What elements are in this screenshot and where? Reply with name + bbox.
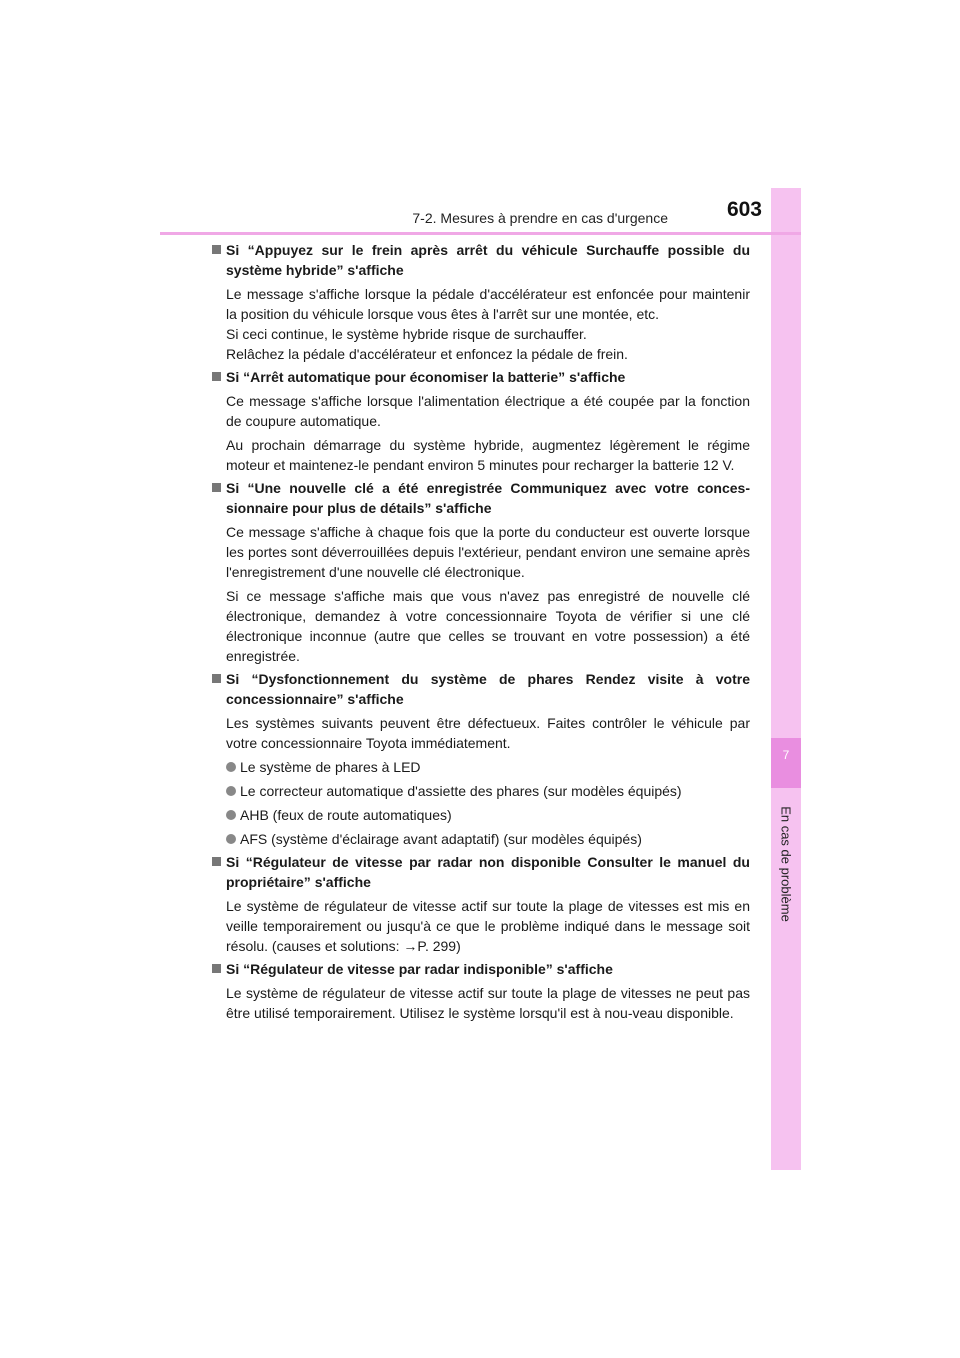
section-body: Au prochain démarrage du système hybride, augmentez légèrement le régime moteur et maintenez-le pendant environ 5 minutes pour recharger la batterie 12 V.	[226, 437, 750, 473]
section-body: Ce message s'affiche à chaque fois que la porte du conducteur est ouverte lorsque les portes sont déverrouillées depuis l'extérieur, pendant environ une semaine après l'enregistrement d'une nouvelle clé électronique.	[226, 524, 750, 580]
section-heading: Si “Arrêt automatique pour économiser la batterie” s'affiche	[212, 367, 750, 387]
round-bullet-icon	[226, 762, 236, 772]
square-bullet-icon	[212, 964, 221, 973]
chapter-number: 7	[782, 748, 790, 762]
list-item: Le système de phares à LED	[212, 757, 750, 777]
page-number: 603	[726, 198, 762, 221]
page-content	[212, 240, 750, 1026]
section-body: Ce message s'affiche lorsque l'alimentation électrique a été coupée par la fonction de coupure automatique.	[226, 393, 750, 429]
section-heading: Si “Une nouvelle clé a été enregistrée Communiquez avec votre conces-sionnaire pour plus de détails” s'affiche	[212, 478, 750, 518]
round-bullet-icon	[226, 834, 236, 844]
section-body: Les systèmes suivants peuvent être défectueux. Faites contrôler le véhicule par votre concessionnaire Toyota immédiatement.	[226, 715, 750, 751]
section-heading: Si “Régulateur de vitesse par radar indisponible” s'affiche	[212, 959, 750, 979]
header-rule	[160, 232, 801, 235]
section-radar-cruise-unavailable	[212, 852, 750, 956]
section-radar-cruise-indisponible	[212, 959, 750, 1023]
section-brake-overheat	[212, 240, 750, 364]
section-auto-stop-battery	[212, 367, 750, 475]
section-heading: Si “Dysfonctionnement du système de phares Rendez visite à votre concessionnaire” s'affiche	[212, 669, 750, 709]
section-body: Le système de régulateur de vitesse actif sur toute la plage de vitesses est mis en veille temporairement ou jusqu'à ce que le problème indiqué dans le message soit résolu. (causes et solutions: →P. 299)	[226, 898, 750, 954]
list-item: Le correcteur automatique d'assiette des phares (sur modèles équipés)	[212, 781, 750, 801]
square-bullet-icon	[212, 857, 221, 866]
chapter-title: En cas de problème	[778, 806, 794, 922]
section-headlight-malfunction	[212, 669, 750, 849]
chapter-side-tab	[771, 188, 801, 1170]
square-bullet-icon	[212, 483, 221, 492]
list-item: AFS (système d'éclairage avant adaptatif) (sur modèles équipés)	[212, 829, 750, 849]
section-heading: Si “Appuyez sur le frein après arrêt du véhicule Surchauffe possible du système hybride” s'affiche	[212, 240, 750, 280]
square-bullet-icon	[212, 674, 221, 683]
section-heading: Si “Régulateur de vitesse par radar non disponible Consulter le manuel du propriétaire” s'affiche	[212, 852, 750, 892]
section-body: Si ce message s'affiche mais que vous n'avez pas enregistré de nouvelle clé électronique, demandez à votre concessionnaire Toyota de vérifier si une clé électronique inconnue (autre que celles se trouvant en votre possession) a été enregistrée.	[226, 588, 750, 664]
section-body: Le message s'affiche lorsque la pédale d'accélérateur est enfoncée pour maintenir la position du véhicule lorsque vous êtes à l'arrêt sur une montée, etc. Si ceci continue, le système hybride risque de surchauffer. Relâchez la pédale d'accélérateur et enfoncez la pédale de frein.	[226, 286, 750, 362]
chapter-number-box	[771, 738, 801, 788]
round-bullet-icon	[226, 786, 236, 796]
square-bullet-icon	[212, 245, 221, 254]
round-bullet-icon	[226, 810, 236, 820]
square-bullet-icon	[212, 372, 221, 381]
header-section-title: 7-2. Mesures à prendre en cas d'urgence	[412, 210, 668, 226]
section-body: Le système de régulateur de vitesse actif sur toute la plage de vitesses ne peut pas être utilisé temporairement. Utilisez le système lorsqu'il est à nou-veau disponible.	[226, 985, 750, 1021]
section-new-key-registered	[212, 478, 750, 666]
list-item: AHB (feux de route automatiques)	[212, 805, 750, 825]
